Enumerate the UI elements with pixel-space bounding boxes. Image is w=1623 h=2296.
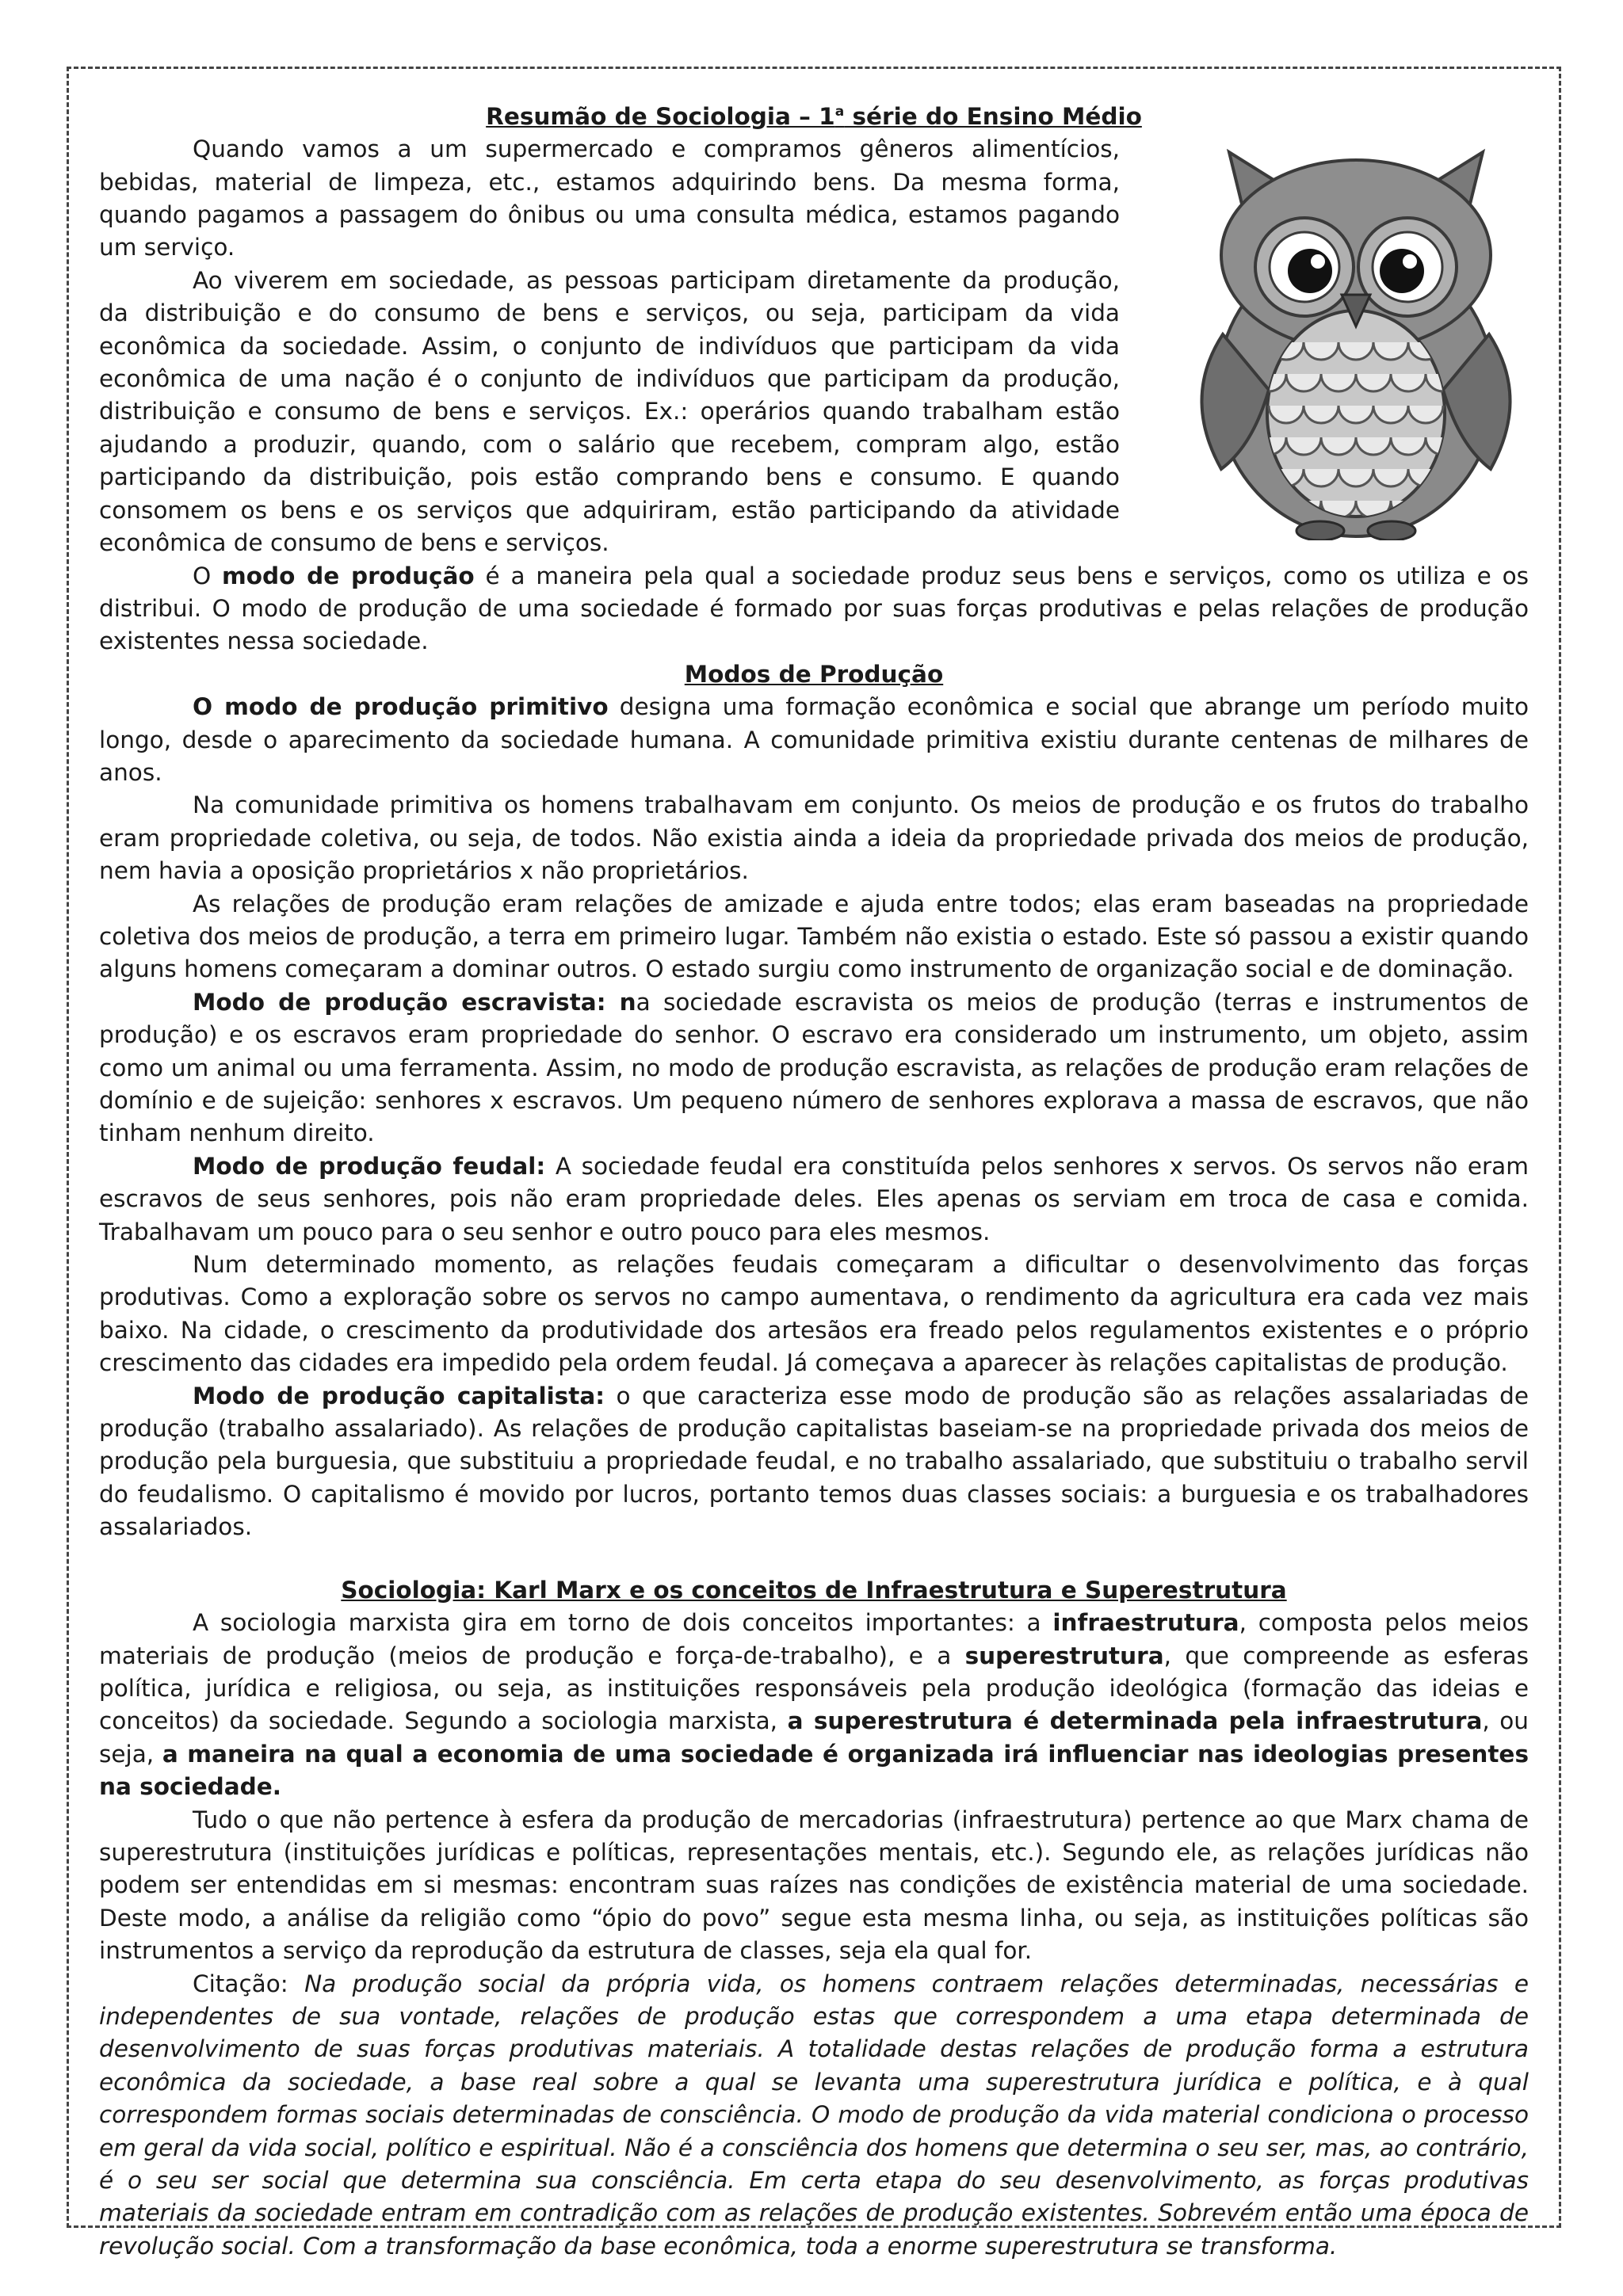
- intro-block: [99, 133, 1529, 559]
- intro-paragraph-1: Quando vamos a um supermercado e compramos gêneros alimentícios, bebidas, material de limpeza, etc., estamos adquirindo bens. Da mesma forma, quando pagamos a passagem do ônibus ou uma consulta médica, estamos pagando um serviço.: [99, 135, 1120, 261]
- modos-paragraph-3: As relações de produção eram relações de amizade e ajuda entre todos; elas eram baseadas na propriedade coletiva dos meios de produção, a terra em primeiro lugar. Também não existia o estado. Este só passou a existir quando alguns homens começaram a dominar outros. O estado surgiu como instrumento de organização social e de dominação.: [99, 890, 1529, 983]
- section-heading-modos: Modos de Produção: [684, 660, 944, 688]
- marx-citation: Citação: Na produção social da própria vida, os homens contraem relações determinadas, necessárias e independentes de sua vontade, relações de produção estas que correspondem a uma etapa determinada de desenvolvimento de suas forças produtivas materiais. A totalidade destas relações de produção forma a estrutura econômica da sociedade, a base real sobre a qual se levanta uma superestrutura jurídica e política, e à qual correspondem formas sociais determinadas de consciência. O modo de produção da vida material condiciona o processo em geral da vida social, político e espiritual. Não é a consciência dos homens que determina o seu ser, mas, ao contrário, é o seu ser social que determina sua consciência. Em certa etapa do seu desenvolvimento, as forças produtivas materiais da sociedade entram em contradição com as relações de produção existentes. Sobrevém então uma época de revolução social. Com a transformação da base econômica, toda a enorme superestrutura se transforma.: [99, 1970, 1529, 2260]
- modos-paragraph-6: Num determinado momento, as relações feudais começaram a dificultar o desenvolvimento das forças produtivas. Como a exploração sobre os servos no campo aumentava, o rendimento da agricultura era cada vez mais baixo. Na cidade, o crescimento da produtividade dos artesãos era freado pelos regulamentos existentes e o próprio crescimento das cidades era impedido pela ordem feudal. Já começava a aparecer às relações capitalistas de produção.: [99, 1251, 1529, 1377]
- document-title: Resumão de Sociologia – 1$^a$ série do Ensino Médio: [486, 102, 1142, 130]
- modos-paragraph-7: Modo de produção capitalista: o que caracteriza esse modo de produção são as relações assalariadas de produção (trabalho assalariado). As relações de produção capitalistas baseiam-se na propriedade privada dos meios de produção pela burguesia, que substituiu a propriedade feudal, e no trabalho assalariado, que substituiu o trabalho servil do feudalismo. O capitalismo é movido por lucros, portanto temos duas classes sociais: a burguesia e os trabalhadores assalariados.: [99, 1382, 1529, 1541]
- intro-paragraph-3: O modo de produção é a maneira pela qual a sociedade produz seus bens e serviços, como os utiliza e os distribui. O modo de produção de uma sociedade é formado por suas forças produtivas e pelas relações de produção existentes nessa sociedade.: [99, 562, 1529, 655]
- marx-paragraph-1: A sociologia marxista gira em torno de dois conceitos importantes: a infraestrutura, composta pelos meios materiais de produção (meios de produção e força-de-trabalho), e a superestrutura, que compreende as esferas política, jurídica e religiosa, ou seja, as instituições responsáveis pela produção ideológica (formação das ideias e conceitos) da sociedade. Segundo a sociologia marxista, a superestrutura é determinada pela infraestrutura, ou seja, a maneira na qual a economia de uma sociedade é organizada irá influenciar nas ideologias presentes na sociedade.: [99, 1609, 1529, 1801]
- document-page: [67, 67, 1561, 2260]
- marx-paragraph-2: Tudo o que não pertence à esfera da produção de mercadorias (infraestrutura) pertence ao que Marx chama de superestrutura (instituições jurídicas e políticas, representações mentais, etc.). Segundo ele, as relações jurídicas não podem ser entendidas em si mesmas: encontram suas raízes nas condições de existência material de uma sociedade. Deste modo, a análise da religião como “ópio do povo” segue esta mesma linha, ou seja, as instituições políticas são instrumentos a serviço da reprodução da estrutura de classes, seja ela qual for.: [99, 1806, 1529, 1965]
- section-gap: [99, 1544, 1529, 1574]
- intro-paragraph-2: Ao viverem em sociedade, as pessoas participam diretamente da produção, da distribuição e do consumo de bens e serviços, ou seja, participam da vida econômica da sociedade. Assim, o conjunto de indivíduos que participam da vida econômica de uma nação é o conjunto de indivíduos que participam da produção, distribuição e consumo de bens e serviços. Ex.: operários quando trabalham estão ajudando a produzir, quando, com o salário que recebem, compram algo, estão participando da distribuição, pois estão comprando bens e consumo. E quando consomem os bens e os serviços que adquiriram, estão participando da atividade econômica de consumo de bens e serviços.: [99, 266, 1120, 557]
- intro-text: [99, 133, 1120, 559]
- section-heading-marx: Sociologia: Karl Marx e os conceitos de Infraestrutura e Superestrutura: [341, 1576, 1287, 1604]
- modos-paragraph-1: O modo de produção primitivo designa uma formação econômica e social que abrange um período muito longo, desde o aparecimento da sociedade humana. A comunidade primitiva existiu durante centenas de milhares de anos.: [99, 693, 1529, 786]
- owl-illustration: [1174, 136, 1538, 540]
- modos-paragraph-4: Modo de produção escravista: na sociedade escravista os meios de produção (terras e instrumentos de produção) e os escravos eram propriedade do senhor. O escravo era considerado um instrumento, um objeto, assim como um animal ou uma ferramenta. Assim, no modo de produção escravista, as relações de produção eram relações de domínio e de sujeição: senhores x escravos. Um pequeno número de senhores explorava a massa de escravos, que não tinham nenhum direito.: [99, 988, 1529, 1147]
- modos-paragraph-2: Na comunidade primitiva os homens trabalhavam em conjunto. Os meios de produção e os frutos do trabalho eram propriedade coletiva, ou seja, de todos. Não existia ainda a ideia da propriedade privada dos meios de produção, nem havia a oposição proprietários x não proprietários.: [99, 791, 1529, 885]
- modos-paragraph-5: Modo de produção feudal: A sociedade feudal era constituída pelos senhores x servos. Os servos não eram escravos de seus senhores, pois não eram propriedade deles. Eles apenas os serviam em troca de casa e comida. Trabalhavam um pouco para o seu senhor e outro pouco para eles mesmos.: [99, 1152, 1529, 1245]
